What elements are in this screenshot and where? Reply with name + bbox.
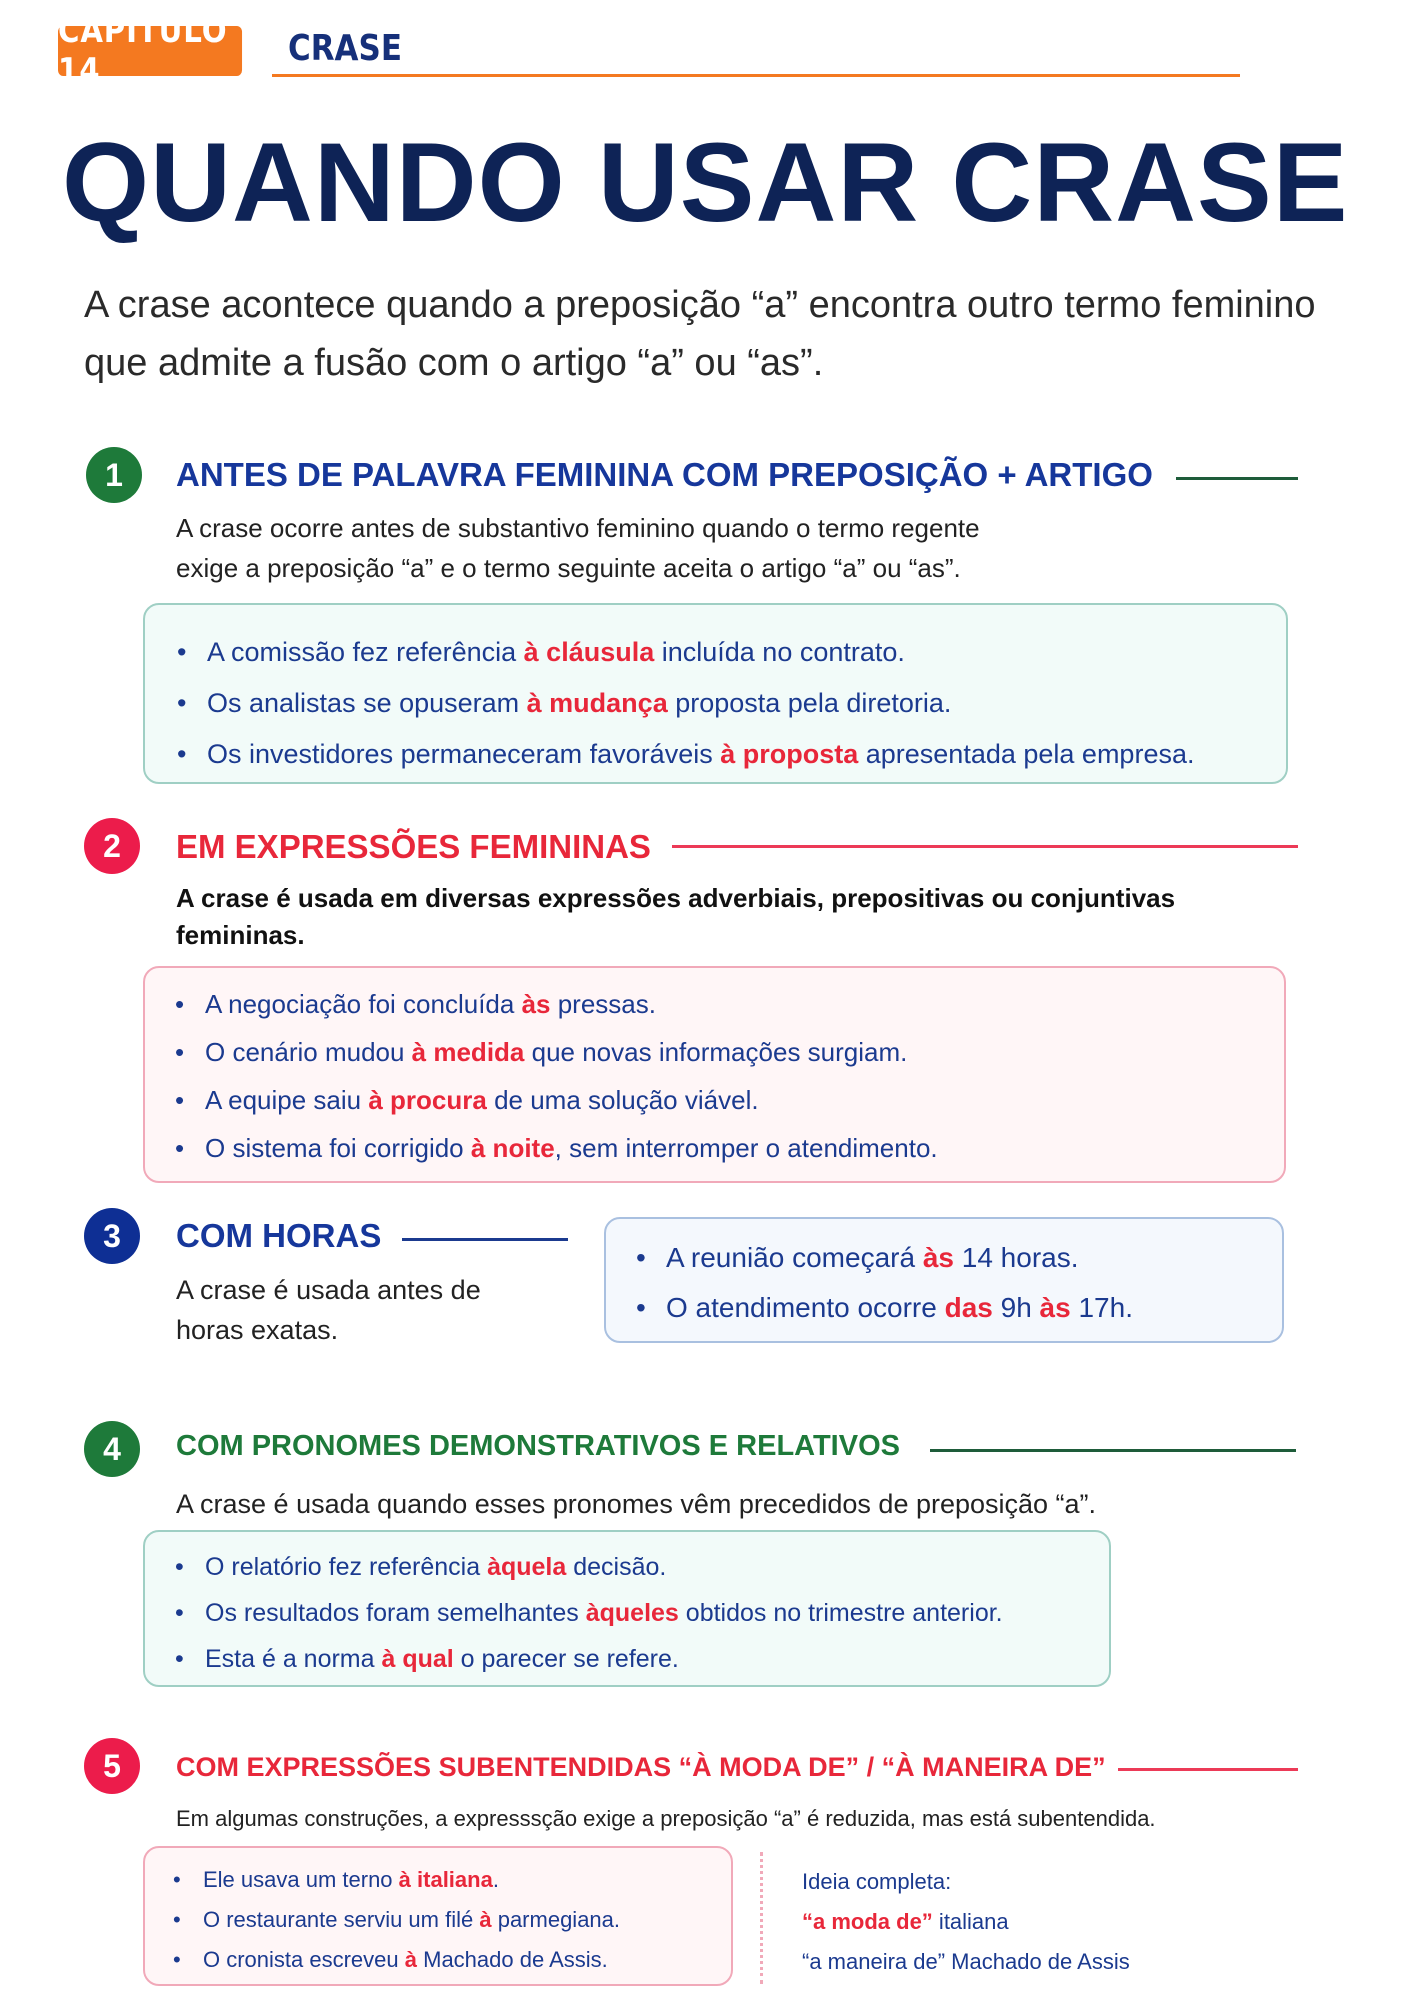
section-5-separator <box>760 1852 763 1984</box>
section-3-number: 3 <box>84 1208 140 1264</box>
section-1-description: A crase ocorre antes de substantivo feminino quando o termo regente exige a preposição “a” e o termo seguinte aceita o artigo “a” ou “as”. <box>176 513 980 583</box>
section-5-rule <box>1118 1768 1298 1771</box>
section-2-rule <box>672 845 1298 848</box>
list-item: • Os investidores permaneceram favoráveis à proposta apresentada pela empresa. <box>177 729 1286 780</box>
chapter-label: CAPÍTULO 14 <box>58 11 228 91</box>
list-item: • A equipe saiu à procura de uma solução viável. <box>175 1076 1284 1124</box>
section-1-number: 1 <box>86 447 142 503</box>
list-item: • A negociação foi concluída às pressas. <box>175 980 1284 1028</box>
list-item: • Os analistas se opuseram à mudança proposta pela diretoria. <box>177 678 1286 729</box>
section-4-description: A crase é usada quando esses pronomes vêm precedidos de preposição “a”. <box>176 1489 1097 1519</box>
note-line-2: “a maneira de” Machado de Assis <box>802 1949 1130 1974</box>
section-5-number: 5 <box>84 1738 140 1794</box>
list-item: • Ele usava um terno à italiana. <box>173 1860 731 1900</box>
list-item: • A comissão fez referência à cláusula incluída no contrato. <box>177 627 1286 678</box>
section-2-description: A crase é usada em diversas expressões adverbiais, prepositivas ou conjuntivas femininas. <box>176 883 1176 950</box>
section-4-number: 4 <box>84 1421 140 1477</box>
list-item: • O cronista escreveu à Machado de Assis. <box>173 1940 731 1980</box>
list-item: • O restaurante serviu um filé à parmegiana. <box>173 1900 731 1940</box>
list-item: • O sistema foi corrigido à noite, sem interromper o atendimento. <box>175 1124 1284 1172</box>
chapter-topic: CRASE <box>288 28 402 69</box>
section-2-title: EM EXPRESSÕES FEMININAS <box>176 828 651 865</box>
section-4-title: COM PRONOMES DEMONSTRATIVOS E RELATIVOS <box>176 1430 900 1462</box>
section-3-rule <box>402 1238 568 1241</box>
list-item: • O atendimento ocorre das 9h às 17h. <box>636 1283 1282 1333</box>
note-label: Ideia completa: <box>802 1869 952 1894</box>
section-1-examples <box>143 603 1288 784</box>
section-2-number: 2 <box>84 818 140 874</box>
page-title: QUANDO USAR CRASE <box>62 120 1349 245</box>
header-divider <box>272 74 1240 77</box>
section-5-note <box>802 1862 1130 1982</box>
section-4-examples <box>143 1530 1111 1687</box>
section-5-title: COM EXPRESSÕES SUBENTENDIDAS “À MODA DE” / “À MANEIRA DE” <box>176 1752 1106 1782</box>
section-5-examples <box>143 1846 733 1986</box>
list-item: • O relatório fez referência àquela decisão. <box>175 1544 1109 1590</box>
list-item: • Esta é a norma à qual o parecer se refere. <box>175 1636 1109 1682</box>
list-item: • Os resultados foram semelhantes àqueles obtidos no trimestre anterior. <box>175 1590 1109 1636</box>
section-1-rule <box>1176 477 1298 480</box>
section-5-description: Em algumas construções, a expresssção exige a preposição “a” é reduzida, mas está subentendida. <box>176 1806 1156 1831</box>
chapter-badge <box>58 11 242 91</box>
list-item: • O cenário mudou à medida que novas informações surgiam. <box>175 1028 1284 1076</box>
section-3-title: COM HORAS <box>176 1217 382 1254</box>
section-3-examples <box>604 1217 1284 1343</box>
note-line-1: “a moda de” italiana <box>802 1909 1009 1934</box>
section-4-rule <box>930 1449 1296 1452</box>
intro-text: A crase acontece quando a preposição “a” encontra outro termo feminino que admite a fusão com o artigo “a” ou “as”. <box>84 284 1316 384</box>
section-3-description: A crase é usada antes de horas exatas. <box>176 1275 481 1345</box>
section-1-title: ANTES DE PALAVRA FEMININA COM PREPOSIÇÃO + ARTIGO <box>176 456 1153 493</box>
section-2-examples <box>143 966 1286 1183</box>
list-item: • A reunião começará às 14 horas. <box>636 1233 1282 1283</box>
